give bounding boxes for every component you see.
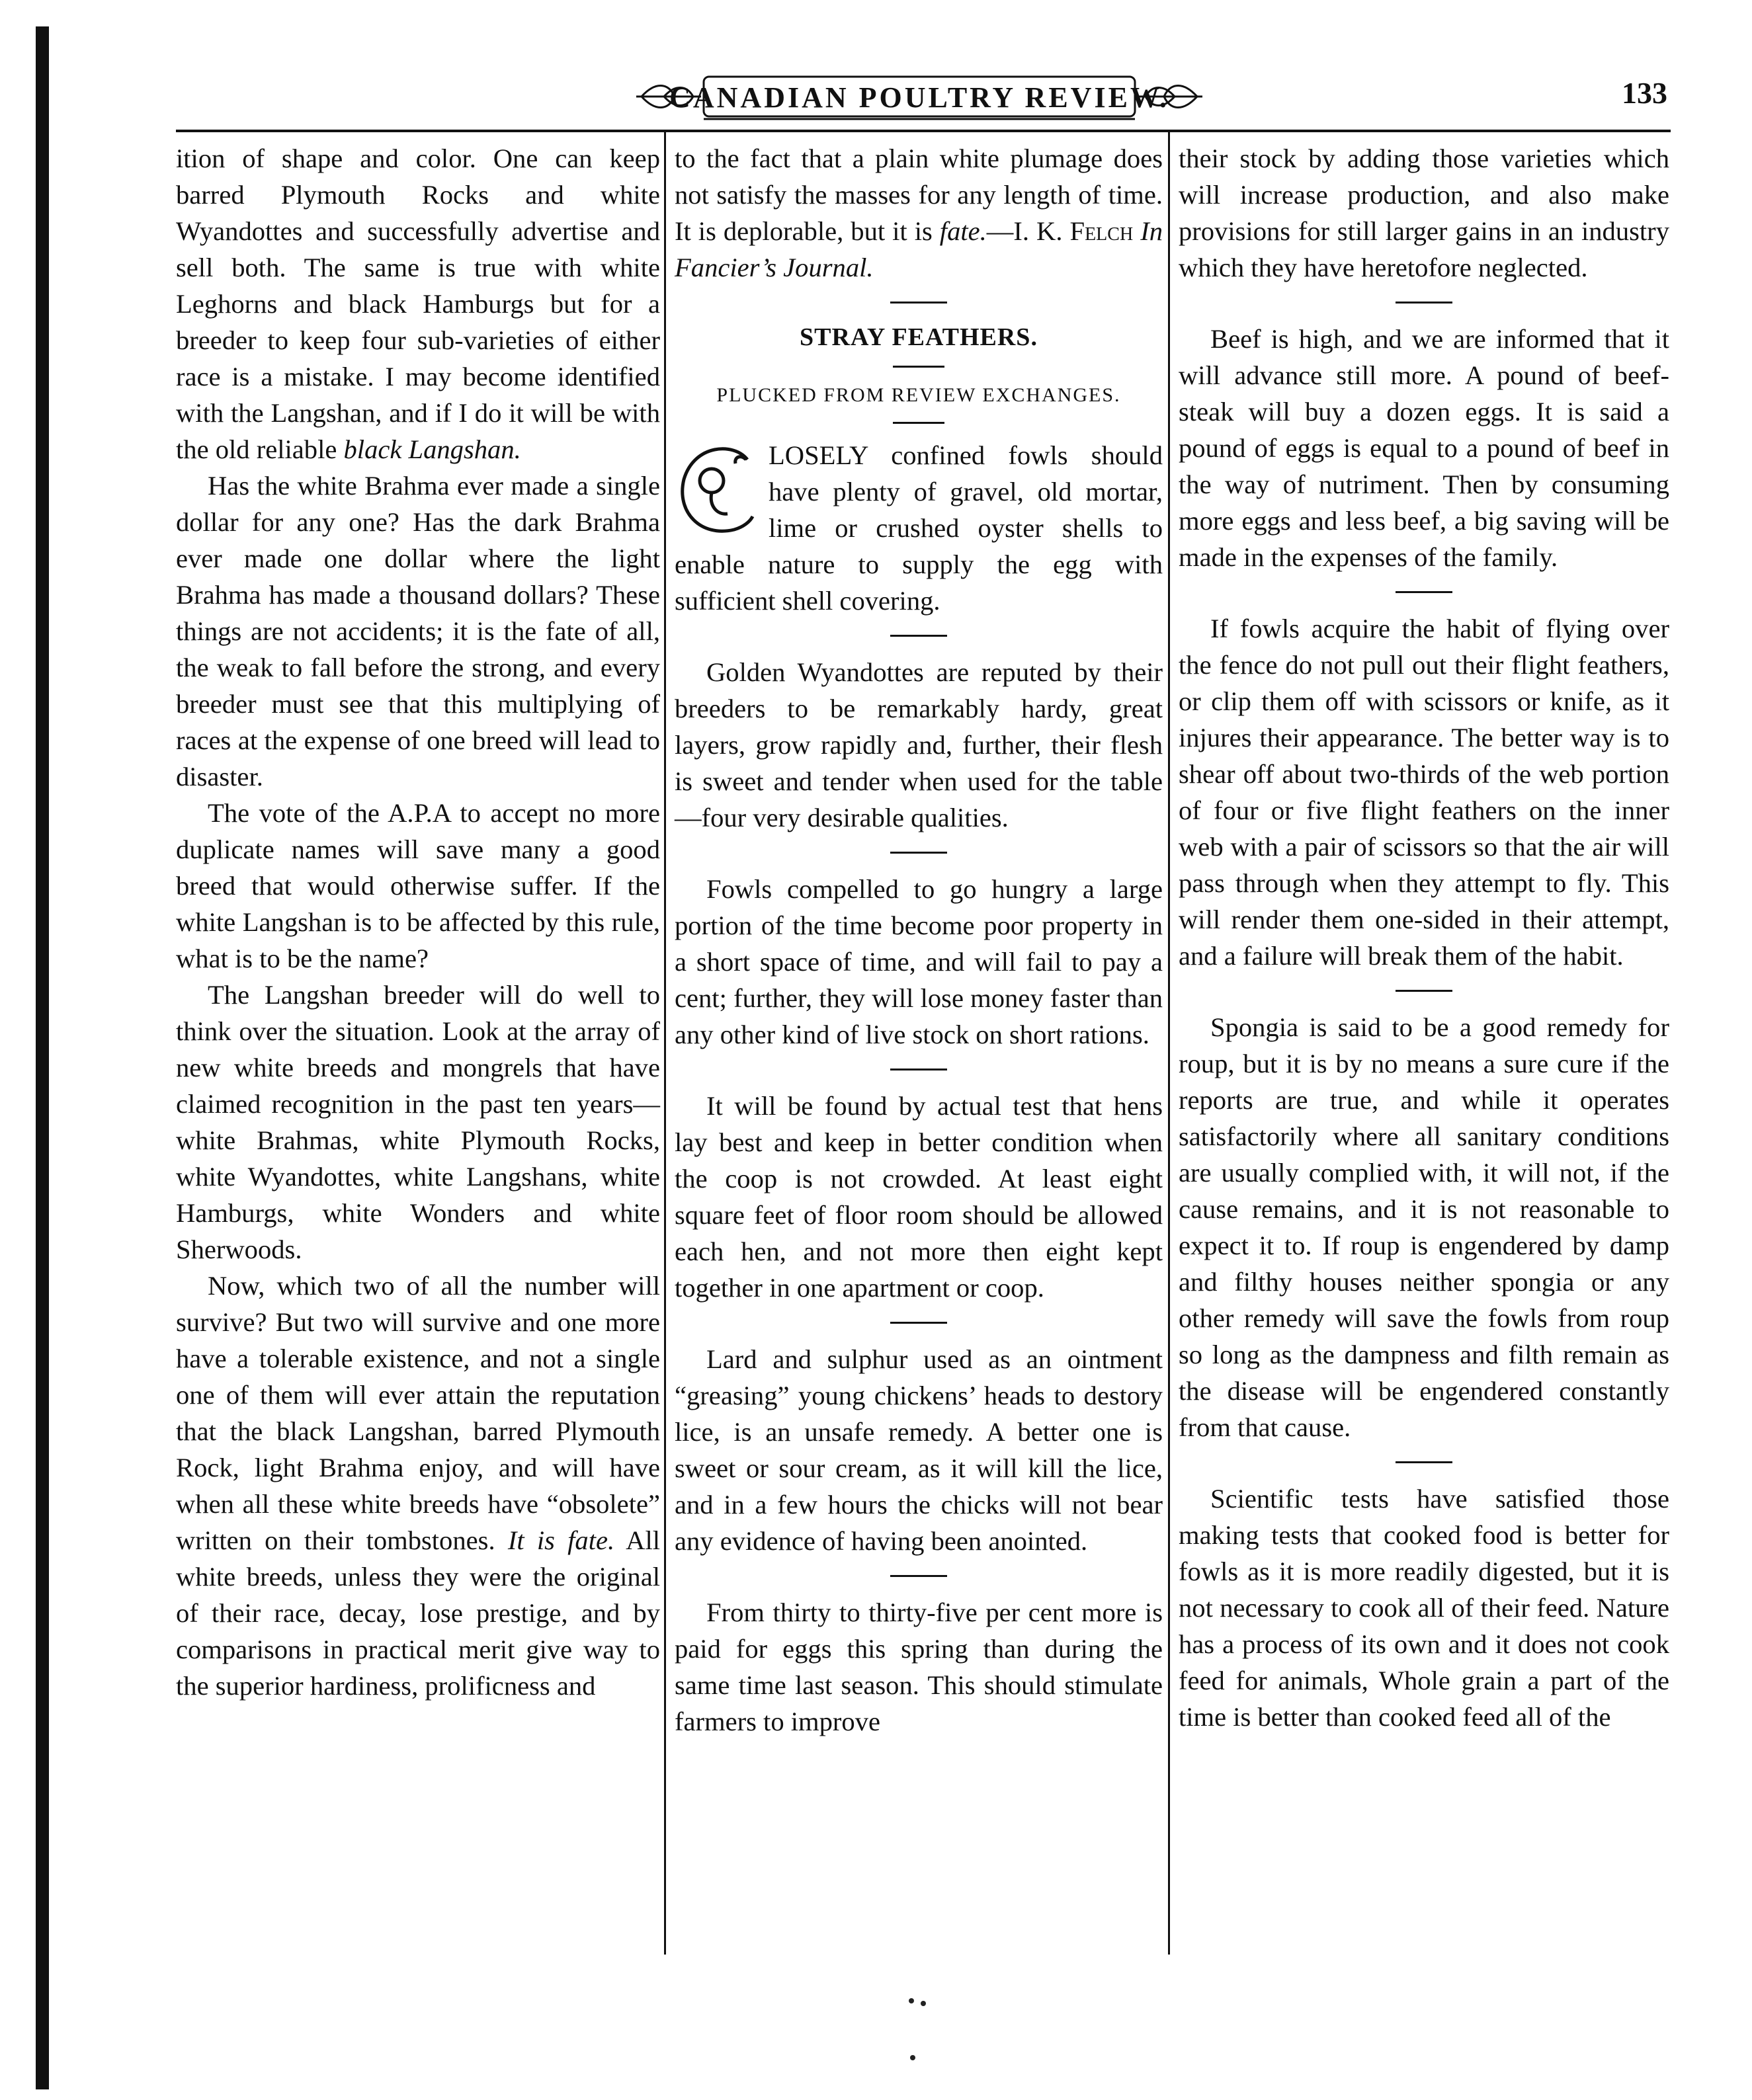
col2-paragraph-7: From thirty to thirty-five per cent more is paid for eggs this spring than during the same time last season. This should stimulate farmers to improve: [675, 1597, 1163, 1736]
col3-paragraph-3: If fowls acquire the habit of flying over the fence do not pull out their flight feathers, or clip them off with scissors or knife, as it injures their appearance. The better way is to shear off about two-thirds of the web portion of four or five flight feathers on the inner web with a pair of scissors so that the air will pass through when they attempt to fly. This will render them one-sided in their attempt, and a failure will break them of the habit.: [1179, 614, 1669, 971]
print-speck: [909, 1998, 914, 2003]
header-rule: [176, 130, 1671, 132]
col3-paragraph-5: Scientific tests have satisfied those making tests that cooked food is better for fowls as it is more readily digested, but it is not necessary to cook all of their feed. Nature has a process of its own and it does not cook feed for animals, Whole grain a part of the time is better than cooked feed all of the: [1179, 1484, 1669, 1732]
col3-paragraph-2: Beef is high, and we are informed that it will advance still more. A pound of beef-steak will buy a dozen eggs. It is said a pound of eggs is equal to a pound of beef in the way of nutriment. Then by consuming more eggs and less beef, a big saving will be made in the expenses of the family.: [1179, 324, 1669, 572]
col3-paragraph-4: Spongia is said to be a good remedy for roup, but it is by no means a sure cure if the reports are true, and while it operates satisfactorily where all sanitary conditions are usually complied with, it will not, if the cause remains, and it is not reasonable to expect it to. If roup is engendered by damp and filthy houses neither spongia or any other remedy will save the fowls from roup so long as the dampness and filth remain as the disease will be engendered constantly from that cause.: [1179, 1012, 1669, 1442]
item-divider: [1396, 591, 1452, 593]
masthead-logo: [635, 69, 1204, 124]
section-divider: [893, 422, 944, 424]
column-divider-left: [664, 130, 666, 1955]
col1-paragraph-1: ition of shape and color. One can keep barred Plymouth Rocks and white Wyandottes and successfully advertise and sell both. The same is true with white Leghorns and black Hamburgs but for a breeder to keep four sub-varieties of either race is a mistake. I may become identified with the Langshan, and if I do it will be with the old reliable black Langshan.: [176, 143, 660, 464]
col2-paragraph-6: Lard and sulphur used as an ointment “greasing” young chickens’ heads to destory lice, is an unsafe remedy. A better one is sweet or sour cream, as it will kill the lice, and in a few hours the chicks will not bear any evidence of having been anointed.: [675, 1344, 1163, 1556]
ornate-drop-cap: [675, 440, 759, 539]
masthead-title: CANADIAN POULTRY REVIEW.: [669, 81, 1169, 114]
item-divider: [1396, 302, 1452, 303]
item-divider: [890, 1575, 947, 1577]
page-number: 133: [1622, 76, 1667, 110]
column-divider-right: [1168, 130, 1170, 1955]
item-divider: [1396, 1461, 1452, 1463]
col2-paragraph-1: to the fact that a plain white plumage does not satisfy the masses for any length of time. It is deplorable, but it is fate.—I. K. Felch In Fancier’s Journal.: [675, 143, 1163, 282]
col1-paragraph-5: Now, which two of all the number will survive? But two will survive and one more have a tolerable existence, and not a single one of them will ever attain the reputation that the black Langshan, barred Plymouth Rock, light Brahma enjoy, and will have when all these white breeds have “obsolete” written on their tombstones. It is fate. All white breeds, unless they were the original of their race, decay, lose prestige, and by comparisons in practical merit give way to the superior hardiness, prolificness and: [176, 1271, 660, 1701]
col3-paragraph-1: their stock by adding those varieties which will increase production, and also make provisions for still larger gains in an industry which they have heretofore neglected.: [1179, 143, 1669, 282]
item-divider: [890, 635, 947, 637]
col1-paragraph-3: The vote of the A.P.A to accept no more duplicate names will save many a good breed that would otherwise suffer. If the white Langshan is to be affected by this rule, what is to be the name?: [176, 798, 660, 973]
section-subheading: PLUCKED FROM REVIEW EXCHANGES.: [716, 384, 1121, 406]
item-divider: [890, 852, 947, 854]
column-2: [675, 140, 1163, 1740]
print-speck: [921, 2001, 926, 2006]
scan-edge-bar: [36, 26, 49, 2089]
item-divider: [890, 1322, 947, 1324]
section-divider: [890, 302, 947, 303]
col2-paragraph-4: Fowls compelled to go hungry a large portion of the time become poor property in a short space of time, and will fail to pay a cent; further, they will lose money faster than any other kind of live stock on short rations.: [675, 874, 1163, 1049]
print-speck: [910, 2055, 915, 2060]
col2-paragraph-3: Golden Wyandottes are reputed by their breeders to be remarkably hardy, great layers, grow rapidly and, further, their flesh is sweet and tender when used for the table—four very desirable qualities.: [675, 657, 1163, 832]
col2-paragraph-5: It will be found by actual test that hens lay best and keep in better condition when the coop is not crowded. At least eight square feet of floor room should be allowed each hen, and not more then eight kept together in one apartment or coop.: [675, 1091, 1163, 1303]
item-divider: [890, 1069, 947, 1070]
column-1: [176, 140, 660, 1704]
section-divider: [893, 366, 944, 368]
section-heading: STRAY FEATHERS.: [800, 323, 1038, 351]
column-3: [1179, 140, 1669, 1735]
col1-paragraph-2: Has the white Brahma ever made a single dollar for any one? Has the dark Brahma ever made one dollar where the light Brahma has made a thousand dollars? These things are not accidents; it is the fate of all, the weak to fall before the strong, and every breeder must see that this multiplying of races at the expense of one breed will lead to disaster.: [176, 471, 660, 791]
item-divider: [1396, 990, 1452, 992]
col1-paragraph-4: The Langshan breeder will do well to think over the situation. Look at the array of new white breeds and mongrels that have claimed recognition in the past ten years—white Brahmas, white Plymouth Rocks, white Wyandottes, white Langshans, white Hamburgs, white Wonders and white Sherwoods.: [176, 980, 660, 1264]
col2-paragraph-2: C LOSELY confined fowls should have plenty of gravel, old mortar, lime or crushed oyster shells to enable nature to supply the egg with sufficient shell covering.: [675, 440, 1163, 616]
